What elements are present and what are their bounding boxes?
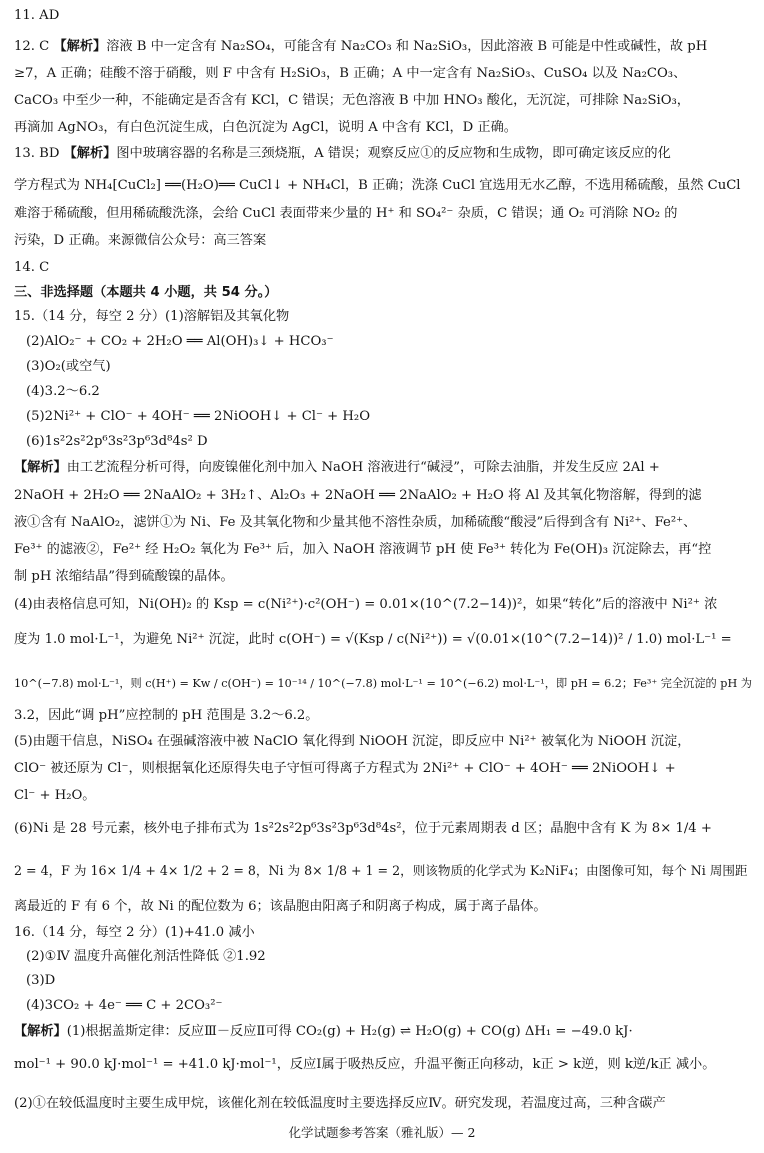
line-text: 再滴加 AgNO₃，有白色沉淀生成，白色沉淀为 AgCl，说明 A 中含有 KCl，D 正确。 (14, 120, 517, 135)
text-line (14, 1054, 750, 1076)
text-line (26, 946, 750, 968)
line-text: 15.（14 分，每空 2 分）(1)溶解铝及其氧化物 (14, 309, 290, 324)
text-line (26, 356, 750, 378)
text-line (14, 143, 750, 165)
text-line (14, 63, 750, 85)
text-line (14, 282, 750, 304)
line-text: 2NaOH + 2H₂O ══ 2NaAlO₂ + 3H₂↑、Al₂O₃ + 2NaOH ══ 2NaAlO₂ + H₂O 将 Al 及其氧化物溶解，得到的滤 (14, 488, 702, 503)
text-line (14, 566, 750, 588)
text-line (14, 860, 750, 882)
line-text: 16.（14 分，每空 2 分）(1)+41.0 减小 (14, 925, 255, 940)
line-text: (2)①在较低温度时主要生成甲烷，该催化剂在较低温度时主要选择反应Ⅳ。研究发现，若温度过高，三种含碳产 (14, 1096, 666, 1111)
text-line (14, 818, 750, 840)
line-text: (3)D (26, 973, 56, 988)
text-line (14, 457, 750, 479)
text-line (26, 331, 750, 353)
line-text: 三、非选择题（本题共 4 小题，共 54 分。） (14, 285, 278, 300)
line-text: 度为 1.0 mol·L⁻¹，为避免 Ni²⁺ 沉淀，此时 c(OH⁻) = √(Ksp / c(Ni²⁺)) = √(0.01×(10^(7.2−14))² / 1.0) mol·L⁻¹ = (14, 632, 732, 647)
line-text: 14. C (14, 260, 50, 275)
text-line (14, 90, 750, 112)
text-line (26, 970, 750, 992)
text-line (14, 896, 750, 918)
line-text: 污染，D 正确。来源微信公众号：高三答案 (14, 233, 267, 248)
line-text: 学方程式为 NH₄[CuCl₂] ══(H₂O)══ CuCl↓ + NH₄Cl，B 正确；洗涤 CuCl 宜选用无水乙醇，不选用稀硫酸，虽然 CuCl (14, 178, 741, 193)
line-text: 液①含有 NaAlO₂，滤饼①为 Ni、Fe 及其氧化物和少量其他不溶性杂质，加稀硫酸“酸浸”后得到含有 Ni²⁺、Fe²⁺、 (14, 515, 697, 530)
text-line (14, 922, 750, 944)
line-text: (3)O₂(或空气) (26, 359, 111, 374)
line-text: (6)Ni 是 28 号元素，核外电子排布式为 1s²2s²2p⁶3s²3p⁶3d⁸4s²，位于元素周期表 d 区；晶胞中含有 K 为 8× 1/4 + (14, 821, 712, 836)
line-text: (5)2Ni²⁺ + ClO⁻ + 4OH⁻ ══ 2NiOOH↓ + Cl⁻ + H₂O (26, 409, 371, 424)
line-text: 2 = 4，F 为 16× 1/4 + 4× 1/2 + 2 = 8，Ni 为 8× 1/8 + 1 = 2，则该物质的化学式为 K₂NiF₄；由图像可知，每个 Ni 周围距 (14, 863, 748, 878)
question-number: 12. C (14, 39, 54, 54)
text-line (14, 629, 750, 651)
analysis-tag: 【解析】 (63, 146, 117, 161)
line-text: (6)1s²2s²2p⁶3s²3p⁶3d⁸4s² D (26, 434, 208, 449)
line-text: ClO⁻ 被还原为 Cl⁻，则根据氧化还原得失电子守恒可得离子方程式为 2Ni²⁺ + ClO⁻ + 4OH⁻ ══ 2NiOOH↓ + (14, 761, 676, 776)
line-text: (1)根据盖斯定律：反应Ⅲ－反应Ⅱ可得 CO₂(g) + H₂(g) ⇌ H₂O(g) + CO(g) ΔH₁ = −49.0 kJ· (66, 1024, 633, 1039)
page-footer: 化学试题参考答案（雅礼版）— 2 (288, 1125, 476, 1140)
text-line (14, 175, 750, 197)
text-line (14, 36, 750, 58)
text-line (14, 306, 750, 328)
line-text: 制 pH 浓缩结晶”得到硫酸镍的晶体。 (14, 569, 234, 584)
text-line (14, 673, 750, 695)
text-line (14, 758, 750, 780)
text-line (14, 203, 750, 225)
line-text: (2)AlO₂⁻ + CO₂ + 2H₂O ══ Al(OH)₃↓ + HCO₃⁻ (26, 334, 334, 349)
line-text: 难溶于稀硫酸，但用稀硫酸洗涤，会给 CuCl 表面带来少量的 H⁺ 和 SO₄²⁻ 杂质，C 错误；通 O₂ 可消除 NO₂ 的 (14, 206, 678, 221)
line-text: mol⁻¹ + 90.0 kJ·mol⁻¹ = +41.0 kJ·mol⁻¹，反应Ⅰ属于吸热反应，升温平衡正向移动，k正 > k逆，则 k逆/k正 减小。 (14, 1057, 716, 1072)
question-number: 13. BD (14, 146, 64, 161)
text-line (14, 257, 750, 279)
line-text: 离最近的 F 有 6 个，故 Ni 的配位数为 6；该晶胞由阳离子和阴离子构成，属于离子晶体。 (14, 899, 547, 914)
analysis-tag: 【解析】 (53, 39, 107, 54)
line-text: 10^(−7.8) mol·L⁻¹，则 c(H⁺) = Kw / c(OH⁻) = 10⁻¹⁴ / 10^(−7.8) mol·L⁻¹ = 10^(−6.2) mol·L⁻¹，即 pH = 6.2；Fe³⁺ 完全沉淀的 pH 为 (14, 677, 752, 690)
text-line (14, 539, 750, 561)
line-text: (5)由题干信息，NiSO₄ 在强碱溶液中被 NaClO 氧化得到 NiOOH 沉淀，即反应中 Ni²⁺ 被氧化为 NiOOH 沉淀， (14, 734, 691, 749)
line-text: CaCO₃ 中至少一种，不能确定是否含有 KCl，C 错误；无色溶液 B 中加 HNO₃ 酸化，无沉淀，可排除 Na₂SiO₃， (14, 93, 690, 108)
line-text: 3.2，因此“调 pH”应控制的 pH 范围是 3.2～6.2。 (14, 708, 319, 723)
text-line (14, 1093, 750, 1115)
text-line (14, 785, 750, 807)
text-line (26, 431, 750, 453)
line-text: (2)①Ⅳ 温度升高催化剂活性降低 ②1.92 (26, 949, 266, 964)
text-line (14, 485, 750, 507)
analysis-tag: 【解析】 (14, 460, 67, 475)
text-line (14, 731, 750, 753)
text-line (14, 117, 750, 139)
line-text: Cl⁻ + H₂O。 (14, 788, 96, 803)
text-line (26, 995, 750, 1017)
text-line (14, 230, 750, 252)
line-text: (4)3CO₂ + 4e⁻ ══ C + 2CO₃²⁻ (26, 998, 223, 1013)
text-line (26, 381, 750, 403)
text-line (14, 594, 750, 616)
line-text: Fe³⁺ 的滤液②，Fe²⁺ 经 H₂O₂ 氧化为 Fe³⁺ 后，加入 NaOH 溶液调节 pH 使 Fe³⁺ 转化为 Fe(OH)₃ 沉淀除去，再“控 (14, 542, 712, 557)
line-text: (4)3.2～6.2 (26, 384, 100, 399)
text-line (26, 406, 750, 428)
line-text: 溶液 B 中一定含有 Na₂SO₄，可能含有 Na₂CO₃ 和 Na₂SiO₃，因此溶液 B 可能是中性或碱性，故 pH (106, 39, 708, 54)
line-text: 图中玻璃容器的名称是三颈烧瓶，A 错误；观察反应①的反应物和生成物，即可确定该反应的化 (116, 146, 671, 161)
analysis-tag: 【解析】 (14, 1024, 67, 1039)
text-line (14, 1021, 750, 1043)
line-text: ≥7，A 正确；硅酸不溶于硝酸，则 F 中含有 H₂SiO₃，B 正确；A 中一定含有 Na₂SiO₃、CuSO₄ 以及 Na₂CO₃、 (14, 66, 687, 81)
line-text: 由工艺流程分析可得，向废镍催化剂中加入 NaOH 溶液进行“碱浸”，可除去油脂，并发生反应 2Al + (66, 460, 660, 475)
line-text: 11. AD (14, 8, 60, 23)
line-text: (4)由表格信息可知，Ni(OH)₂ 的 Ksp = c(Ni²⁺)·c²(OH⁻) = 0.01×(10^(7.2−14))²，如果“转化”后的溶液中 Ni²⁺ 浓 (14, 597, 718, 612)
text-line (14, 705, 750, 727)
text-line (14, 512, 750, 534)
text-line (14, 5, 750, 27)
